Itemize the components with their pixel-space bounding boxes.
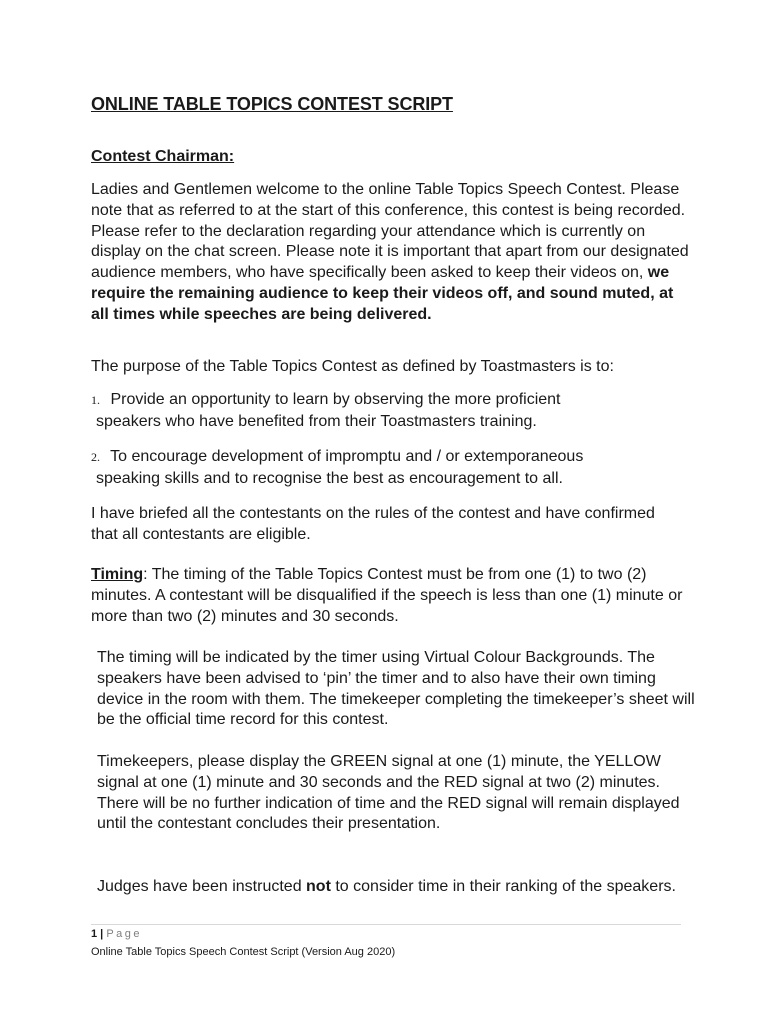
footer-page-number (91, 928, 142, 940)
intro-text: Ladies and Gentlemen welcome to the online Table Topics Speech Contest. Please note that as referred to at the start of this conference, this contest is being recorded. Please refer to the declaration regarding your attendance which is currently on display on the chat screen. Please note it is important that apart from our designated audience members, who have specifically been asked to keep their videos on, (91, 181, 689, 282)
purpose-paragraph: The purpose of the Table Topics Contest as defined by Toastmasters is to: (91, 358, 614, 375)
intro-bold-text: we require the remaining audience to keep their videos off, and sound muted, at all times while speeches are being delivered. (91, 264, 674, 323)
document-title: ONLINE TABLE TOPICS CONTEST SCRIPT (91, 94, 453, 114)
timing-paragraph (91, 565, 691, 627)
page-separator: | (97, 928, 107, 940)
list-item-line2: speaking skills and to recognise the best as encouragement to all. (96, 470, 563, 487)
timekeepers-paragraph: Timekeepers, please display the GREEN signal at one (1) minute, the YELLOW signal at one (1) minute and 30 seconds and the RED signal at two (2) minutes. There will be no further indication of time and the RED signal will remain displayed until the contestant concludes their presentation. (97, 753, 680, 833)
timing-text: : The timing of the Table Topics Contest must be from one (1) to two (2) minutes. A contestant will be disqualified if the speech is less than one (1) minute or more than two (2) minutes and 30 seconds. (91, 566, 683, 625)
list-item-line2: speakers who have benefited from their Toastmasters training. (96, 413, 537, 430)
role-heading-contest-chairman: Contest Chairman: (91, 148, 235, 165)
judges-bold-not: not (306, 878, 331, 895)
intro-paragraph (91, 180, 691, 326)
timing-label: Timing (91, 566, 144, 583)
list-number: 2. (91, 450, 100, 464)
list-item-line1: Provide an opportunity to learn by observing the more proficient (110, 391, 561, 408)
judges-text-before: Judges have been instructed (97, 878, 307, 895)
purpose-list-item (91, 389, 661, 432)
footer-document-name: Online Table Topics Speech Contest Script (Version Aug 2020) (91, 946, 396, 958)
timing-indicated-paragraph: The timing will be indicated by the timer using Virtual Colour Backgrounds. The speakers have been advised to ‘pin’ the timer and to also have their own timing device in the room with them. The timekeeper completing the timekeeper’s sheet will be the official time record for this contest. (97, 649, 695, 729)
page-number: 1 (91, 928, 98, 940)
purpose-list-item (91, 446, 661, 489)
page-word: Page (106, 928, 143, 940)
briefed-paragraph: I have briefed all the contestants on the rules of the contest and have confirmed that all contestants are eligible. (91, 505, 655, 543)
list-number: 1. (91, 393, 100, 407)
list-item-line1: To encourage development of impromptu and / or extemporaneous (110, 448, 584, 465)
judges-text-after: to consider time in their ranking of the speakers. (330, 878, 676, 895)
judges-paragraph (97, 877, 697, 898)
footer-divider (91, 924, 681, 925)
